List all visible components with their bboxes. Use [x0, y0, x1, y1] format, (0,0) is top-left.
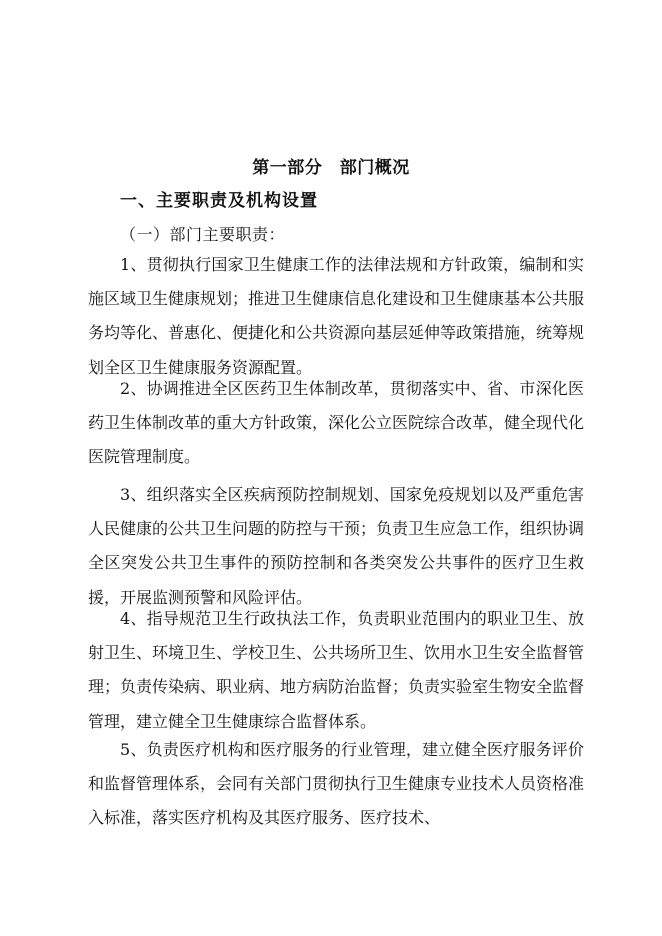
section-heading: 一、主要职责及机构设置	[120, 191, 318, 211]
duty-paragraph-2: 2、协调推进全区医药卫生体制改革，贯彻落实中、省、市深化医药卫生体制改革的重大方针政策，深化公立医院综合改革，健全现代化医院管理制度。	[88, 379, 585, 467]
subsection-heading: （一）部门主要职责：	[120, 225, 286, 244]
duty-paragraph-4: 4、指导规范卫生行政执法工作，负责职业范围内的职业卫生、放射卫生、环境卫生、学校卫生、公共场所卫生、饮用水卫生安全监督管理；负责传染病、职业病、地方病防治监督；负责实验室生物安全监督管理，建立健全卫生健康综合监督体系。	[88, 609, 585, 731]
duty-paragraph-1: 1、贯彻执行国家卫生健康工作的法律法规和方针政策，编制和实施区域卫生健康规划；推进卫生健康信息化建设和卫生健康基本公共服务均等化、普惠化、便捷化和公共资源向基层延伸等政策措施，统筹规划全区卫生健康服务资源配置。	[88, 255, 585, 377]
duty-paragraph-3: 3、组织落实全区疾病预防控制规划、国家免疫规划以及严重危害人民健康的公共卫生问题的防控与干预；负责卫生应急工作，组织协调全区突发公共卫生事件的预防控制和各类突发公共事件的医疗卫生救援，开展监测预警和风险评估。	[88, 485, 585, 607]
page-title: 第一部分 部门概况	[252, 158, 410, 178]
duty-paragraph-5: 5、负责医疗机构和医疗服务的行业管理，建立健全医疗服务评价和监督管理体系，会同有关部门贯彻执行卫生健康专业技术人员资格准入标准，落实医疗机构及其医疗服务、医疗技术、	[88, 740, 585, 828]
